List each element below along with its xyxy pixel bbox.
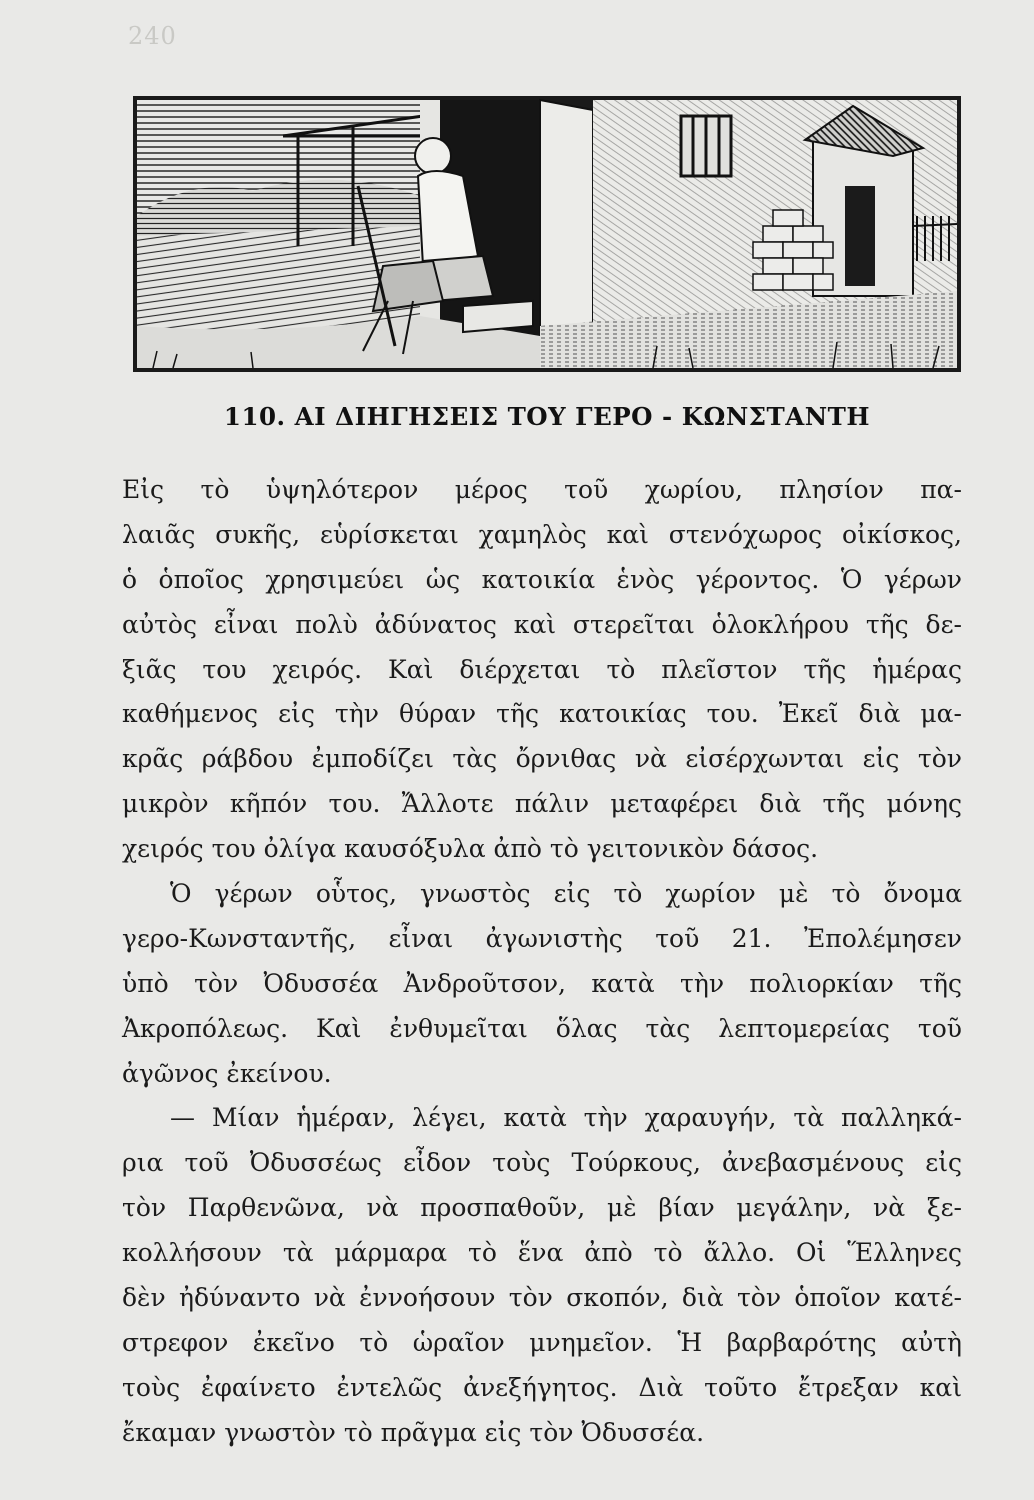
text-line: λαιᾶς συκῆς, εὑρίσκεται χαμηλὸς καὶ στενόχωρος οἰκίσκος, [122, 519, 962, 549]
text-line: χειρός του ὀλίγα καυσόξυλα ἀπὸ τὸ γειτονικὸν δάσος. [122, 834, 819, 864]
text-line: γερο-Κωνσταντῆς, εἶναι ἀγωνιστὴς τοῦ 21. Ἐπολέμησεν [122, 923, 962, 953]
text-line: ὑπὸ τὸν Ὀδυσσέα Ἀνδροῦτσον, κατὰ τὴν πολιορκίαν τῆς [122, 968, 962, 998]
chapter-number: 110. [223, 402, 286, 431]
text-line: Ὁ γέρων οὗτος, γνωστὸς εἰς τὸ χωρίον μὲ τὸ ὄνομα [170, 879, 962, 909]
chapter-title-text: ΑΙ ΔΙΗΓΗΣΕΙΣ ΤΟΥ ΓΕΡΟ - ΚΩΝΣΤΑΝΤΗ [294, 402, 871, 431]
text-line: μικρὸν κῆπόν του. Ἄλλοτε πάλιν μεταφέρει διὰ τῆς μόνης [122, 789, 962, 819]
text-line: ξιᾶς του χειρός. Καὶ διέρχεται τὸ πλεῖστον τῆς ἡμέρας [122, 654, 962, 684]
text-line: Ἀκροπόλεως. Καὶ ἐνθυμεῖται ὅλας τὰς λεπτομερείας τοῦ [122, 1013, 962, 1043]
text-line: — Μίαν ἡμέραν, λέγει, κατὰ τὴν χαραυγήν, τὰ παλληκά- [170, 1103, 962, 1133]
text-line: τὸν Παρθενῶνα, νὰ προσπαθοῦν, μὲ βίαν μεγάλην, νὰ ξε- [122, 1193, 962, 1223]
text-line: ἔκαμαν γνωστὸν τὸ πρᾶγμα εἰς τὸν Ὀδυσσέα. [122, 1417, 705, 1447]
page-number: 240 [128, 22, 177, 50]
chapter-title [133, 402, 961, 431]
text-line: ρια τοῦ Ὀδυσσέως εἶδον τοὺς Τούρκους, ἀνεβασμένους εἰς [122, 1148, 962, 1178]
text-line: κρᾶς ράβδου ἐμποδίζει τὰς ὄρνιθας νὰ εἰσέρχωνται εἰς τὸν [122, 744, 962, 774]
text-line: καθήμενος εἰς τὴν θύραν τῆς κατοικίας του. Ἐκεῖ διὰ μα- [122, 699, 962, 729]
text-line: ἀγῶνος ἐκείνου. [122, 1058, 332, 1088]
text-line: ὁ ὁποῖος χρησιμεύει ὡς κατοικία ἑνὸς γέροντος. Ὁ γέρων [122, 564, 962, 594]
text-line: στρεφον ἐκεῖνο τὸ ὡραῖον μνημεῖον. Ἡ βαρβαρότης αὐτὴ [122, 1327, 962, 1357]
woodcut-illustration [133, 96, 961, 372]
body-text [122, 468, 962, 1456]
text-line: δὲν ἠδύναντο νὰ ἐννοήσουν τὸν σκοπόν, διὰ τὸν ὁποῖον κατέ- [122, 1283, 962, 1313]
woodcut-svg [133, 96, 961, 372]
text-line: κολλήσουν τὰ μάρμαρα τὸ ἕνα ἀπὸ τὸ ἄλλο. Οἱ Ἕλληνες [122, 1238, 962, 1268]
text-line: τοὺς ἐφαίνετο ἐντελῶς ἀνεξήγητος. Διὰ τοῦτο ἔτρεξαν καὶ [122, 1372, 962, 1402]
text-line: αὐτὸς εἶναι πολὺ ἀδύνατος καὶ στερεῖται ὁλοκλήρου τῆς δε- [122, 609, 962, 639]
text-line: Εἰς τὸ ὑψηλότερον μέρος τοῦ χωρίου, πλησίον πα- [122, 475, 962, 504]
